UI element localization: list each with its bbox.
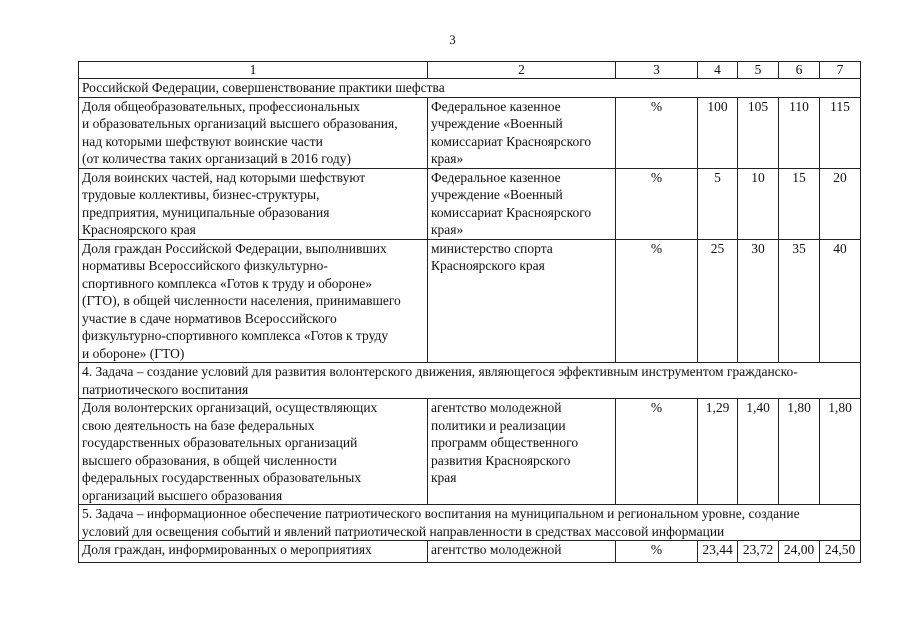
task-heading: 4. Задача – создание условий для развития волонтерского движения, являющегося эффективным инструментом гражданско- патриотического воспитания (79, 363, 861, 399)
column-number: 3 (616, 62, 698, 79)
value-cell: 110 (779, 97, 820, 168)
value-cell: 1,40 (738, 399, 779, 505)
value-cell: 100 (698, 97, 738, 168)
column-number: 1 (79, 62, 428, 79)
value-cell: 35 (779, 239, 820, 363)
responsible-cell: министерство спорта Красноярского края (428, 239, 616, 363)
table-row (79, 541, 861, 563)
table-row (79, 239, 861, 363)
value-cell: 25 (698, 239, 738, 363)
value-cell: 105 (738, 97, 779, 168)
column-number: 4 (698, 62, 738, 79)
responsible-cell: Федеральное казенное учреждение «Военный комиссариат Красноярского края» (428, 97, 616, 168)
column-number: 7 (820, 62, 861, 79)
table-row (79, 168, 861, 239)
value-cell: 5 (698, 168, 738, 239)
task-heading-row (79, 79, 861, 98)
responsible-cell: Федеральное казенное учреждение «Военный комиссариат Красноярского края» (428, 168, 616, 239)
indicator-cell: Доля воинских частей, над которыми шефствуют трудовые коллективы, бизнес-структуры, предприятия, муниципальные образования Красноярского края (79, 168, 428, 239)
responsible-cell: агентство молодежной (428, 541, 616, 563)
column-number: 5 (738, 62, 779, 79)
unit-cell: % (616, 239, 698, 363)
column-number: 6 (779, 62, 820, 79)
page-number: 3 (449, 32, 456, 47)
indicator-cell: Доля граждан Российской Федерации, выполнивших нормативы Всероссийского физкультурно- спортивного комплекса «Готов к труду и обороне» (ГТО), в общей численности населения, принимавшего участие в сдаче нормативов Всероссийского физкультурно-спортивного комплекса «Готов к труду и обороне» (ГТО) (79, 239, 428, 363)
unit-cell: % (616, 541, 698, 563)
column-number: 2 (428, 62, 616, 79)
task-heading: 5. Задача – информационное обеспечение патриотического воспитания на муниципальном и региональном уровне, создание условий для освещения событий и явлений патриотической направленности в средствах массовой информации (79, 505, 861, 541)
value-cell: 15 (779, 168, 820, 239)
value-cell: 20 (820, 168, 861, 239)
indicator-cell: Доля волонтерских организаций, осуществляющих свою деятельность на базе федеральных государственных образовательных организаций высшего образования, в общей численности федеральных государственных образовательных организаций высшего образования (79, 399, 428, 505)
value-cell: 10 (738, 168, 779, 239)
unit-cell: % (616, 399, 698, 505)
value-cell: 24,50 (820, 541, 861, 563)
value-cell: 1,80 (820, 399, 861, 505)
table-row (79, 97, 861, 168)
task-heading: Российской Федерации, совершенствование практики шефства (79, 79, 861, 98)
indicators-table (78, 61, 861, 563)
value-cell: 1,29 (698, 399, 738, 505)
indicator-cell: Доля общеобразовательных, профессиональных и образовательных организаций высшего образования, над которыми шефствуют воинские части (от количества таких организаций в 2016 году) (79, 97, 428, 168)
responsible-cell: агентство молодежной политики и реализации программ общественного развития Красноярского края (428, 399, 616, 505)
unit-cell: % (616, 168, 698, 239)
column-number-row (79, 62, 861, 79)
table-row (79, 399, 861, 505)
unit-cell: % (616, 97, 698, 168)
task-heading-row (79, 363, 861, 399)
value-cell: 40 (820, 239, 861, 363)
value-cell: 115 (820, 97, 861, 168)
task-heading-row (79, 505, 861, 541)
value-cell: 23,72 (738, 541, 779, 563)
indicator-cell: Доля граждан, информированных о мероприятиях (79, 541, 428, 563)
value-cell: 23,44 (698, 541, 738, 563)
value-cell: 30 (738, 239, 779, 363)
value-cell: 24,00 (779, 541, 820, 563)
value-cell: 1,80 (779, 399, 820, 505)
